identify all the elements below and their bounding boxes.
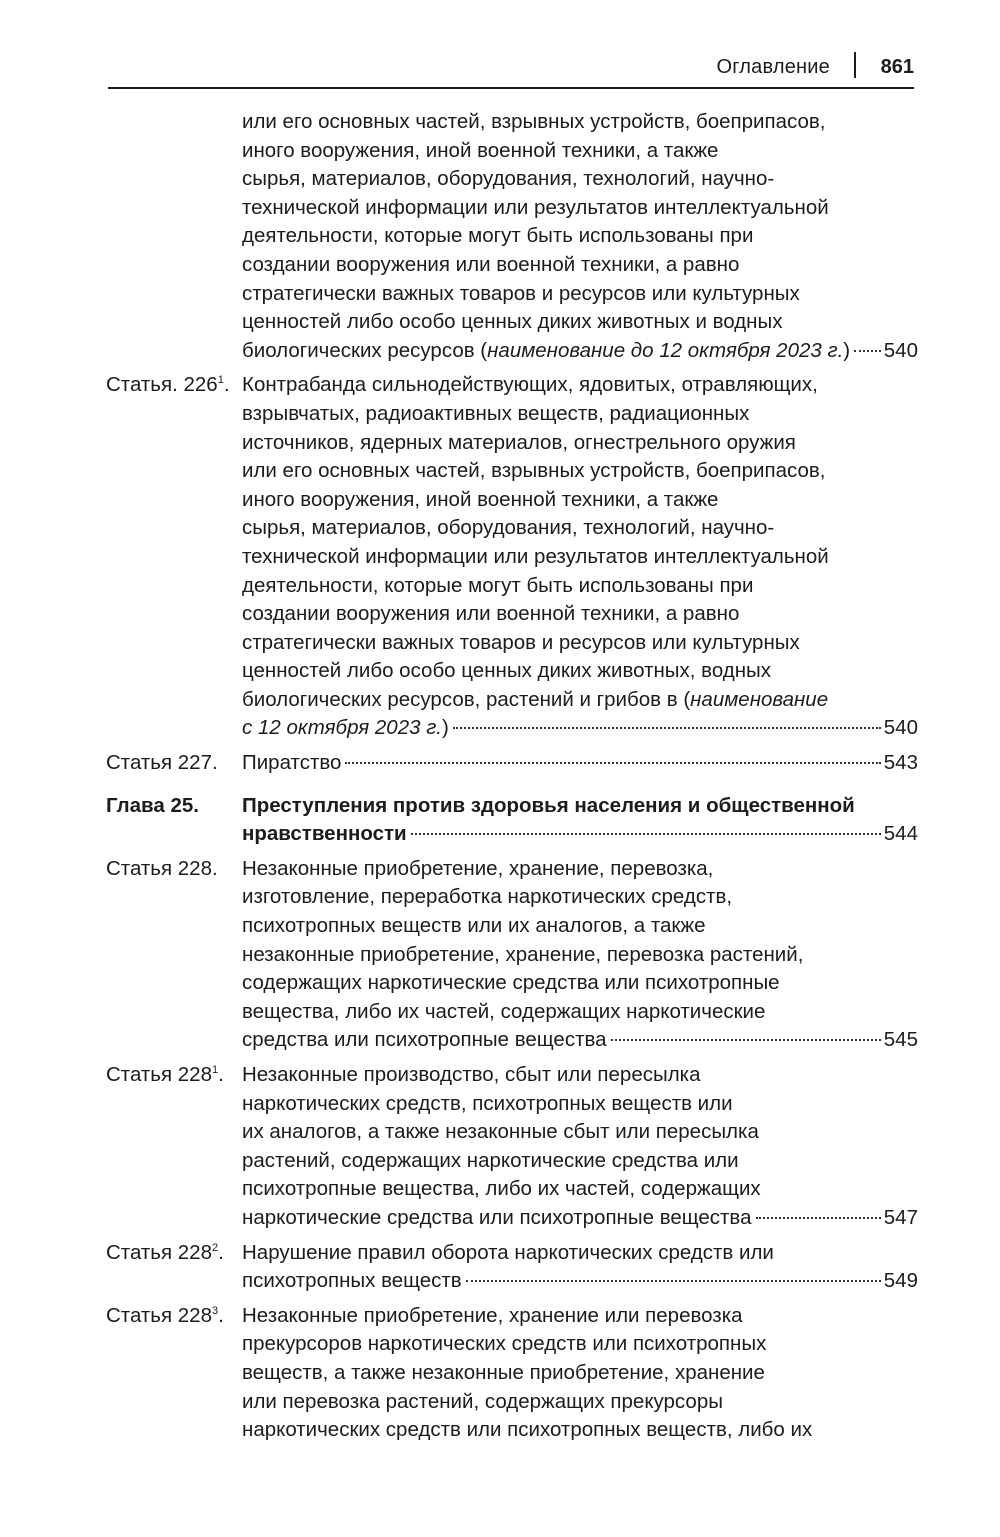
toc-line: Контрабанда сильнодействующих, ядовитых, отравляющих,	[242, 373, 818, 397]
toc-line: создании вооружения или военной техники, а равно	[242, 252, 740, 276]
toc-line: Незаконные приобретение, хранение, перевозка,	[242, 856, 714, 880]
article-label: Статья 227.	[106, 751, 218, 775]
toc-page-number: 540	[883, 338, 918, 362]
toc-line: создании вооружения или военной техники, а равно	[242, 602, 740, 626]
toc-line-last: Пиратство 543	[242, 749, 918, 778]
toc-line: источников, ядерных материалов, огнестрельного оружия	[242, 430, 796, 454]
toc-line: Незаконные производство, сбыт или пересылка	[242, 1063, 701, 1086]
toc-page-number: 547	[883, 1205, 918, 1229]
toc-page-number: 544	[883, 822, 918, 846]
toc-line: технической информации или результатов интеллектуальной	[242, 544, 829, 568]
article-label: Статья. $226^1$.	[106, 373, 230, 397]
toc-entry-article-228-1	[106, 1061, 918, 1233]
toc-line: технической информации или результатов интеллектуальной	[242, 195, 829, 219]
toc-line: стратегически важных товаров и ресурсов или культурных	[242, 281, 800, 305]
toc-line: иного вооружения, иной военной техники, а также	[242, 487, 719, 511]
toc-line: Незаконные приобретение, хранение или перевозка	[242, 1303, 743, 1327]
toc-line: или его основных частей, взрывных устройств, боеприпасов,	[242, 459, 826, 483]
dot-leader	[756, 1212, 881, 1219]
toc-line: или перевозка растений, содержащих прекурсоры	[242, 1389, 723, 1413]
toc-line: ценностей либо особо ценных диких животных, водных	[242, 659, 772, 683]
toc-line-last: психотропных веществ 549	[242, 1267, 918, 1296]
toc-line: или его основных частей, взрывных устройств, боеприпасов,	[242, 110, 826, 133]
article-label: Статья 228.	[106, 856, 218, 880]
toc-line: изготовление, переработка наркотических средств,	[242, 885, 733, 909]
toc-line: психотропных веществ или их аналогов, а также	[242, 914, 706, 938]
toc-line: вещества, либо их частей, содержащих наркотические	[242, 999, 766, 1023]
toc-entry-article-228-3	[106, 1302, 918, 1445]
toc-line-last: биологических ресурсов (наименование до 12 октября 2023 г.) 540	[242, 337, 918, 366]
toc-page-number: 543	[883, 751, 918, 775]
toc-line: Преступления против здоровья населения и общественной	[242, 793, 855, 817]
toc-entry-chapter-25	[106, 792, 918, 849]
toc-line-last: с 12 октября 2023 г.) 540	[242, 714, 918, 743]
toc-line: их аналогов, а также незаконные сбыт или пересылка	[242, 1120, 759, 1144]
toc-line: стратегически важных товаров и ресурсов или культурных	[242, 630, 800, 654]
toc-line: ценностей либо особо ценных диких животных и водных	[242, 310, 783, 334]
toc-line: растений, содержащих наркотические средства или	[242, 1148, 739, 1172]
running-header	[108, 52, 914, 86]
toc-entry-article-228-2	[106, 1239, 918, 1296]
toc-line: биологических ресурсов, растений и грибов в (наименование	[242, 687, 829, 711]
toc-entry-continuation	[106, 108, 918, 365]
page-number: 861	[880, 56, 914, 78]
table-of-contents	[106, 108, 918, 1445]
toc-line: деятельности, которые могут быть использованы при	[242, 573, 754, 597]
toc-line: наркотических средств, психотропных веществ или	[242, 1091, 733, 1115]
dot-leader	[453, 722, 881, 729]
toc-line: взрывчатых, радиоактивных веществ, радиационных	[242, 401, 750, 425]
dot-leader	[411, 828, 881, 835]
dot-leader	[854, 345, 881, 352]
toc-line: прекурсоров наркотических средств или психотропных	[242, 1332, 767, 1356]
toc-line: веществ, а также незаконные приобретение, хранение	[242, 1360, 765, 1384]
toc-line-last: нравственности 544	[242, 820, 918, 849]
toc-page-number: 540	[883, 716, 918, 740]
toc-line-last: наркотические средства или психотропные вещества 547	[242, 1204, 918, 1233]
toc-entry-article-228	[106, 855, 918, 1055]
toc-line: психотропные вещества, либо их частей, содержащих	[242, 1177, 761, 1201]
header-rule	[108, 87, 914, 89]
toc-page-number: 545	[883, 1028, 918, 1052]
toc-line-last: средства или психотропные вещества 545	[242, 1026, 918, 1055]
toc-page-number: 549	[883, 1269, 918, 1293]
header-title: Оглавление	[716, 56, 830, 78]
chapter-label: Глава 25.	[106, 793, 199, 817]
toc-line: иного вооружения, иной военной техники, а также	[242, 138, 719, 162]
toc-line: наркотических средств или психотропных веществ, либо их	[242, 1418, 813, 1442]
header-separator	[854, 52, 856, 78]
toc-line: Нарушение правил оборота наркотических средств или	[242, 1240, 774, 1264]
article-label: Статья $228^3$.	[106, 1303, 224, 1327]
article-label: Статья $228^2$.	[106, 1240, 224, 1264]
toc-entry-article-226-1	[106, 371, 918, 743]
dot-leader	[466, 1275, 881, 1282]
dot-leader	[611, 1034, 881, 1041]
toc-line: сырья, материалов, оборудования, технологий, научно-	[242, 167, 775, 191]
toc-entry-article-227	[106, 749, 918, 778]
article-label: Статья $228^1$.	[106, 1063, 224, 1086]
dot-leader	[345, 757, 880, 764]
toc-line: деятельности, которые могут быть использованы при	[242, 224, 754, 248]
toc-line: содержащих наркотические средства или психотропные	[242, 971, 780, 995]
toc-line: незаконные приобретение, хранение, перевозка растений,	[242, 942, 804, 966]
toc-line: сырья, материалов, оборудования, технологий, научно-	[242, 516, 775, 540]
